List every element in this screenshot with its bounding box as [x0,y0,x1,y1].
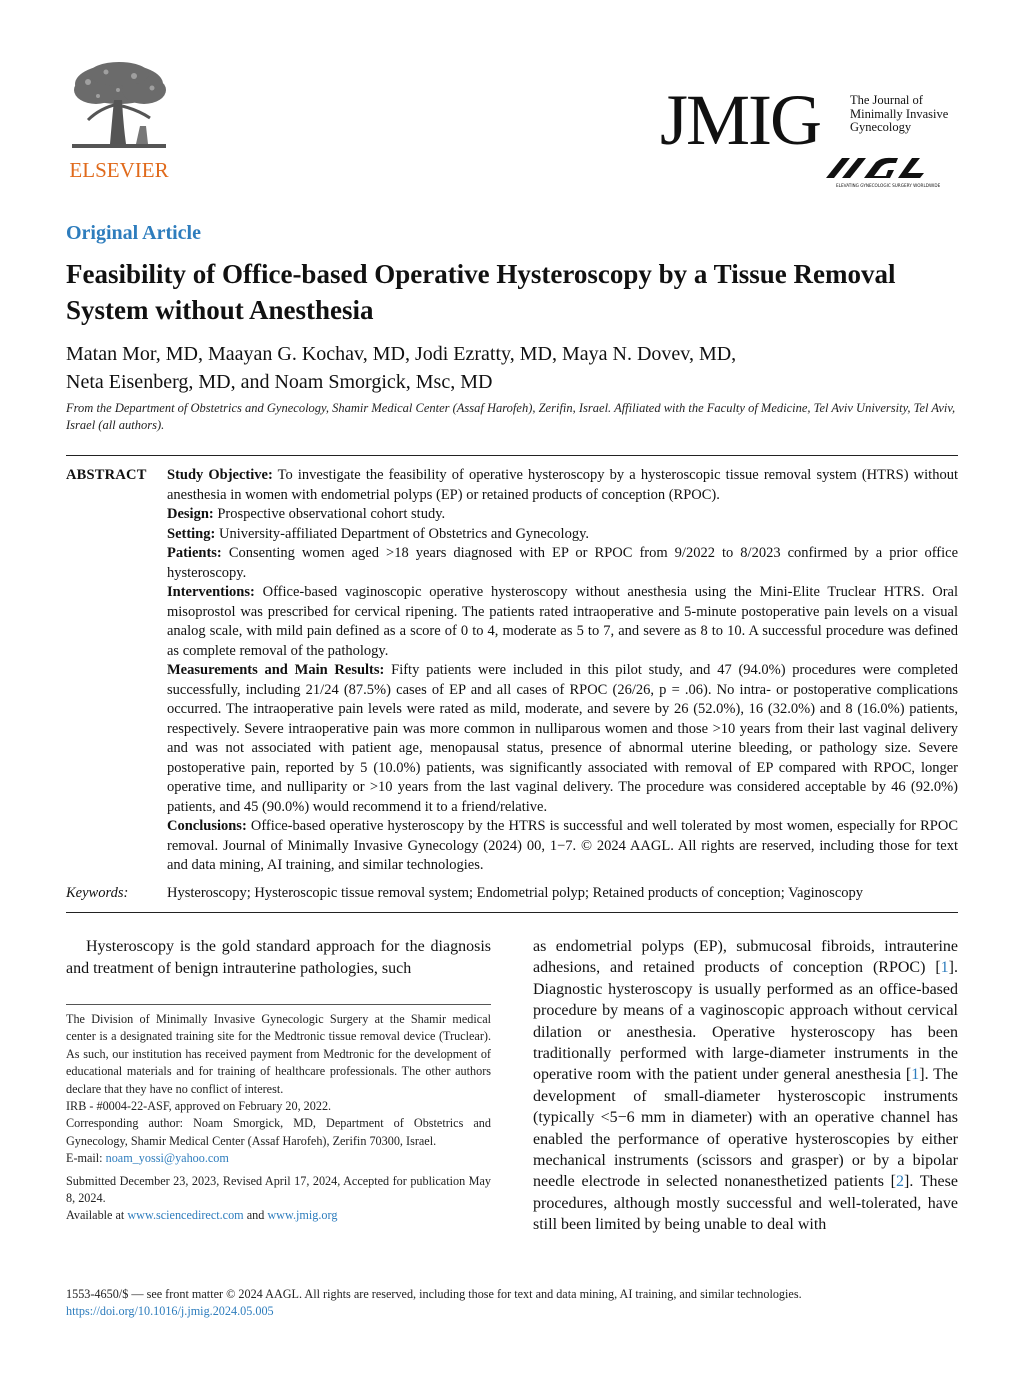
elsevier-wordmark: ELSEVIER [69,158,169,182]
citation-link[interactable]: 1 [940,959,949,977]
citation-link[interactable]: 2 [896,1173,904,1191]
authors-line: Matan Mor, MD, Maayan G. Kochav, MD, Jodi Ezratty, MD, Maya N. Dovev, MD, [66,343,737,365]
jmig-link[interactable]: www.jmig.org [267,1208,338,1223]
issn-line: 1553-4650/$ — see front matter © 2024 AAGL. All rights are reserved, including those for text and data mining, AI training, and similar technologies. [66,1287,802,1301]
body-column-left [66,936,491,979]
elsevier-tree-icon [66,60,172,156]
affiliation: From the Department of Obstetrics and Gynecology, Shamir Medical Center (Assaf Harofeh), Zerifin, Israel. Affiliated with the Faculty of Medicine, Tel Aviv University, Tel Aviv, Israel (all authors). [66,401,956,432]
keywords: Hysteroscopy; Hysteroscopic tissue removal system; Endometrial polyp; Retained products of conception; Vaginoscopy [167,885,863,901]
body-column-right [533,936,958,1236]
doi-link[interactable]: https://doi.org/10.1016/j.jmig.2024.05.005 [66,1304,274,1318]
footnotes [66,1011,491,1225]
footnote-divider [66,1004,491,1005]
article-type: Original Article [66,222,201,244]
elsevier-logo [66,60,172,180]
body-paragraph: as endometrial polyps (EP), submucosal fibroids, intrauterine adhesions, and retained products of conception (RPOC) [1]. Diagnostic hysteroscopy is usually performed as an office-based procedure by means of a vaginoscopic approach without cervical dilation or anesthesia. Operative hysteroscopy has been traditionally performed with large-diameter instruments in the operative room with the patient under general anesthesia [1]. The development of small-diameter hysteroscopic instruments (typically <5−6 mm in diameter) with an operative channel has enabled the performance of operative hysteroscopies by either mechanical instruments (scissors and grasper) or by a bipolar needle electrode in selected nonanesthetized patients [2]. These procedures, although mostly successful and well-tolerated, have still been limited by being unable to deal with [533,938,958,1234]
keywords-label: Keywords: [66,885,129,901]
email-line: E-mail: noam_yossi@yahoo.com [66,1151,229,1166]
author-list [66,340,946,396]
divider [66,912,958,913]
abstract-section: Measurements and Main Results: Fifty patients were included in this pilot study, and 47 (94.0%) procedures were completed successfully, including 21/24 (87.5%) cases of EP and all cases of RPOC (26/26, p = .06). No intra- or postoperative complications occurred. The intraoperative pain levels were rated as mild, moderate, and severe by 26 (52.0%), 16 (32.0%) and 8 (16.0%) patients, respectively. Severe intraoperative pain was more common in nulliparous women and those >10 years from their last vaginal delivery and was not associated with patient age, menopausal status, presence of abnormal uterine bleeding, or pathology size. Severe postoperative pain, reported by 5 (10.0%) patients, was significantly associated with removal of EP compared with RPOC, longer operative time, and nulliparity or >10 years from the last vaginal delivery. The procedure was considered acceptable by 46 (92.0%) patients, and 45 (90.0%) would recommend it to a friend/relative. [167,662,958,815]
journal-abbrev: JMIG [660,80,821,160]
abstract-body [167,466,958,876]
sciencedirect-link[interactable]: www.sciencedirect.com [127,1208,244,1223]
abstract-section: Conclusions: Office-based operative hysteroscopy by the HTRS is successful and well tolerated by most women, especially for RPOC removal. Journal of Minimally Invasive Gynecology (2024) 00, 1−7. © 2024 AAGL. All rights are reserved, including those for text and data mining, AI training, and similar technologies. [167,818,958,873]
article-title: Feasibility of Office-based Operative Hysteroscopy by a Tissue Removal System without Anesthesia [66,259,896,325]
divider [66,455,958,456]
copyright-footer [66,1286,958,1320]
abstract-section: Setting: University-affiliated Department of Obstetrics and Gynecology. [167,525,590,542]
abstract-section: Interventions: Office-based vaginoscopic operative hysteroscopy without anesthesia using the Mini-Elite Truclear HTRS. Oral misoprostol was prescribed for cervical ripening. The patients rated intraoperative and 5-minute postoperative pain levels on a visual analog scale, with mild pain defined as a score of 0 to 4, moderate as 5 to 7, and severe as 8 to 10. A successful procedure was defined as complete removal of the pathology. [167,584,959,659]
jmig-logo [660,80,960,194]
email-link[interactable]: noam_yossi@yahoo.com [105,1151,229,1166]
submission-dates: Submitted December 23, 2023, Revised April 17, 2024, Accepted for publication May 8, 2024. [66,1173,491,1206]
aagl-logo [820,156,960,190]
journal-name: The Journal of Minimally Invasive Gynecology [850,93,949,134]
irb-note: IRB - #0004-22-ASF, approved on February 20, 2022. [66,1099,332,1114]
svg-text:ELEVATING GYNECOLOGIC SURGERY: ELEVATING GYNECOLOGIC SURGERY WORLDWIDE [836,183,941,188]
disclosure-note: The Division of Minimally Invasive Gynecologic Surgery at the Shamir medical center is a designated training site for the Medtronic tissue removal device (Truclear). As such, our institution has received payment from Medtronic for the development of educational materials and for training of healthcare professionals. The other authors declare that they have no conflict of interest. [66,1012,491,1096]
availability-line: Available at www.sciencedirect.com and www.jmig.org [66,1208,338,1223]
abstract-label: ABSTRACT [66,467,147,483]
body-paragraph: Hysteroscopy is the gold standard approach for the diagnosis and treatment of benign intrauterine pathologies, such [66,938,491,977]
abstract-section: Design: Prospective observational cohort study. [167,506,446,522]
citation-link[interactable]: 1 [911,1066,920,1084]
abstract-section: Study Objective: To investigate the feasibility of operative hysteroscopy by a hysteroscopic tissue removal system (HTRS) without anesthesia in women with endometrial polyps (EP) or retained products of conception (RPOC). [167,467,958,503]
abstract-section: Patients: Consenting women aged >18 years diagnosed with EP or RPOC from 9/2022 to 8/2023 confirmed by a prior office hysteroscopy. [167,545,959,581]
authors-line: Neta Eisenberg, MD, and Noam Smorgick, Msc, MD [66,371,493,393]
corresponding-author: Corresponding author: Noam Smorgick, MD, Department of Obstetrics and Gynecology, Shamir Medical Center (Assaf Harofeh), Zerifin 70300, Israel. [66,1116,491,1148]
